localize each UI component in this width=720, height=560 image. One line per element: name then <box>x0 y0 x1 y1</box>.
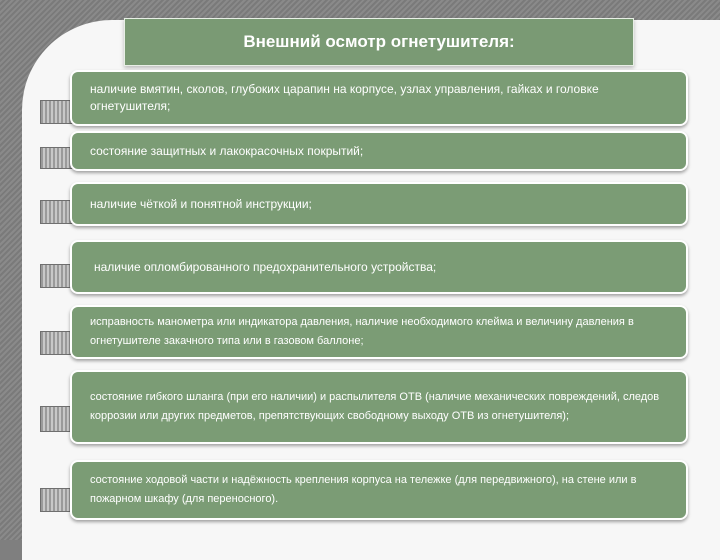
list-item-text: исправность манометра или индикатора давления, наличие необходимого клейма и величину давления в огнетушителе закачного типа или в газовом баллоне; <box>90 316 634 347</box>
list-item-box <box>70 131 688 171</box>
list-item-box <box>70 305 688 359</box>
list-item <box>40 305 688 359</box>
page-title: Внешний осмотр огнетушителя: <box>243 32 515 51</box>
list-item-box <box>70 460 688 520</box>
list-item-text: состояние защитных и лакокрасочных покрытий; <box>90 143 364 158</box>
title-banner <box>124 18 634 66</box>
list-item-box <box>70 182 688 226</box>
list-item-text: наличие вмятин, сколов, глубоких царапин на корпусе, узлах управления, гайках и головке огнетушителя; <box>90 82 599 113</box>
list-item <box>40 182 688 226</box>
list-item-text: состояние гибкого шланга (при его наличии) и распылителя ОТВ (наличие механических повреждений, следов коррозии или других предметов, препятствующих свободному выходу ОТВ из огнетушителя); <box>90 391 660 422</box>
list-item <box>40 70 688 126</box>
list-item-box <box>70 240 688 294</box>
list-item <box>40 370 688 444</box>
list-item-text: наличие чёткой и понятной инструкции; <box>90 196 312 211</box>
list-item <box>40 240 688 294</box>
list-item <box>40 460 688 520</box>
list-item <box>40 131 688 171</box>
list-item-text: состояние ходовой части и надёжность крепления корпуса на тележке (для передвижного), на стене или в пожарном шкафу (для переносного). <box>90 474 637 505</box>
list-item-box <box>70 370 688 444</box>
list-item-text: наличие опломбированного предохранительного устройства; <box>94 259 437 274</box>
list-item-box <box>70 70 688 126</box>
